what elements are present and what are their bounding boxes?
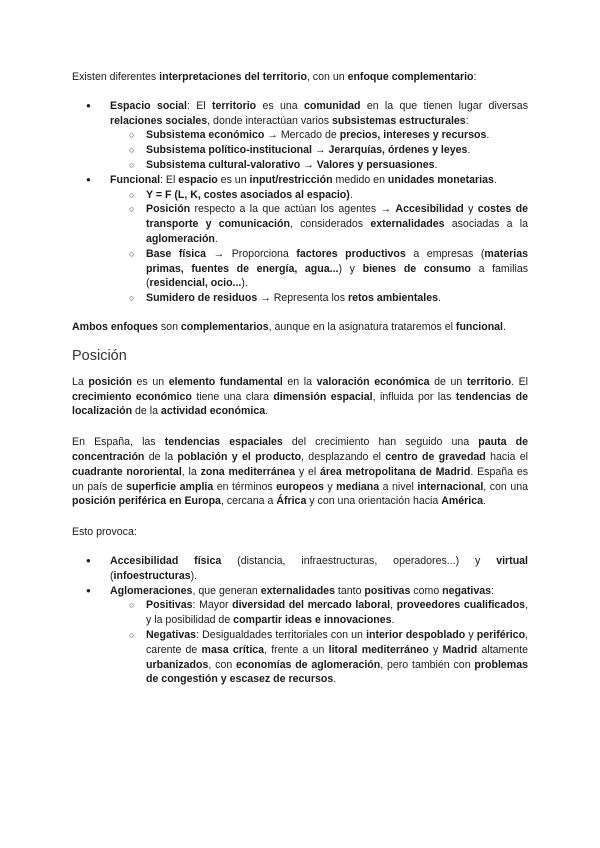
bold-text: superficie amplia: [126, 480, 214, 493]
bold-text: crecimiento económico: [72, 390, 192, 403]
effects-list: [72, 554, 528, 687]
bold-text: actividad económica: [160, 405, 266, 418]
bold-text: externalidades: [370, 218, 445, 231]
bold-text: África: [276, 495, 307, 508]
bold-text: Positivas: [146, 599, 193, 612]
bold-text: precios, intereses y recursos: [339, 129, 487, 142]
bold-text: Madrid: [442, 643, 478, 656]
bold-text: posición periférica en Europa: [72, 495, 221, 508]
text: a familias (: [146, 262, 529, 290]
bold-text: territorio: [212, 99, 257, 112]
text: a nivel: [379, 480, 418, 493]
text: La: [72, 375, 89, 388]
text: : El: [186, 99, 212, 112]
list-item-base-fisica: [110, 247, 528, 291]
bold-text: interior despoblado: [366, 628, 466, 641]
bold-text: diversidad del mercado laboral: [232, 599, 391, 612]
text: .: [265, 405, 269, 418]
bold-text: Subsistema político-institucional → Jerarquías, órdenes y leyes: [146, 144, 468, 157]
bold-text: factores productivos: [296, 247, 406, 260]
list-item-aglomeraciones: [72, 584, 528, 688]
bold-text: periférico: [476, 628, 526, 641]
text: , con un: [306, 71, 348, 83]
text: , considerados: [289, 218, 371, 231]
text: son: [157, 320, 181, 333]
list-item-subsistema-economico: [110, 128, 528, 143]
text: : El: [160, 173, 179, 186]
list-item-accesibilidad: [72, 554, 528, 584]
bold-text: problemas de congestión y escasez de recursos: [146, 658, 528, 686]
list-item-positivas: [110, 598, 528, 628]
provoca-paragraph: Esto provoca:: [72, 526, 137, 539]
text: asociadas a la: [444, 218, 528, 231]
text: , que generan: [192, 584, 261, 597]
text: es un: [131, 375, 169, 388]
bold-text: territorio: [466, 375, 512, 388]
bold-text: compartir ideas e innovaciones: [233, 614, 392, 627]
bold-text: comunidad: [303, 99, 361, 112]
text: :: [491, 584, 494, 597]
text: → Mercado de: [264, 129, 340, 142]
bold-text: Espacio social: [110, 99, 187, 112]
text: .: [483, 495, 486, 508]
bold-text: elemento fundamental: [168, 375, 283, 388]
text: y con una orientación hacia: [306, 495, 442, 508]
text: → Representa los: [257, 292, 348, 305]
text: .: [467, 144, 471, 157]
text: ).: [190, 569, 198, 582]
bold-text: Base física: [146, 247, 206, 260]
list-item-sumidero: [110, 291, 528, 306]
bold-text: subsistemas estructurales: [332, 114, 466, 127]
text: , frente a un: [264, 643, 329, 656]
text: es una: [256, 99, 304, 112]
bold-text: Accesibilidad física: [110, 554, 222, 567]
text: , donde interactúan varios: [207, 114, 333, 127]
text: a empresas (: [405, 247, 485, 260]
bold-text: dimensión espacial: [273, 390, 373, 403]
bold-text: virtual: [496, 554, 528, 567]
text: En España, las: [72, 436, 165, 449]
bold-text: interpretaciones del territorio: [159, 71, 307, 83]
bold-text: Subsistema económico: [146, 129, 265, 142]
bold-text: zona mediterránea: [200, 465, 296, 478]
text: y: [323, 480, 337, 493]
posicion-paragraph-1: [72, 375, 528, 419]
text: medido en: [332, 173, 388, 186]
bold-text: Funcional: [110, 173, 161, 186]
text: ) y: [338, 262, 363, 275]
bold-text: cuadrante nororiental: [72, 465, 182, 478]
text: .: [214, 232, 218, 245]
text: de un: [429, 375, 467, 388]
text: .: [493, 173, 497, 186]
bold-text: mediana: [336, 480, 380, 493]
externalities-list: [110, 598, 528, 687]
text: , pero también con: [380, 658, 475, 671]
bold-text: tendencias espaciales: [164, 436, 283, 449]
bold-text: residencial, ocio...: [149, 277, 242, 290]
text: , carente de: [146, 628, 528, 656]
text: , aunque en la asignatura trataremos el: [268, 320, 456, 333]
list-item-equation: [110, 188, 528, 203]
funcional-sublist: [110, 188, 528, 306]
list-item-funcional: [72, 173, 528, 306]
text: tiene una clara: [191, 390, 274, 403]
text: , con: [208, 658, 237, 671]
bold-text: infoestructuras: [113, 569, 191, 582]
bold-text: complementarios: [180, 320, 269, 333]
text: , y la posibilidad de: [146, 599, 529, 627]
bold-text: pauta de concentración: [72, 436, 528, 463]
bold-text: retos ambientales: [347, 292, 439, 305]
ambos-paragraph: [72, 320, 528, 335]
text: , la: [181, 465, 201, 478]
text: altamente: [477, 643, 528, 656]
text: como: [410, 584, 443, 597]
bold-text: europeos: [276, 480, 324, 493]
bold-text: bienes de consumo: [362, 262, 471, 275]
bold-text: tendencias de localización: [72, 390, 528, 418]
subsystems-list: [110, 128, 528, 172]
bold-text: enfoque complementario: [347, 71, 474, 83]
bold-text: litoral mediterráneo: [328, 643, 429, 656]
list-item-espacio-social: [72, 99, 528, 173]
text: , influida por las: [372, 390, 456, 403]
bold-text: valoración económica: [316, 375, 430, 388]
text: ).: [241, 277, 248, 290]
bold-text: Ambos enfoques: [72, 320, 158, 333]
bold-text: Sumidero de residuos: [146, 292, 258, 305]
bold-text: Accesibilidad: [395, 203, 464, 216]
text: .: [391, 614, 395, 627]
bold-text: Aglomeraciones: [110, 584, 193, 597]
list-item-subsistema-cultural: [110, 158, 528, 173]
text: (: [110, 569, 114, 582]
intro-paragraph: [72, 70, 528, 85]
text: respecto a la que actúan los agentes →: [190, 203, 396, 216]
text: → Proporciona: [205, 247, 297, 260]
text: .: [333, 673, 337, 686]
text: : Mayor: [192, 599, 233, 612]
bold-text: relaciones sociales: [110, 114, 208, 127]
list-item-negativas: [110, 628, 528, 687]
text: en términos: [213, 480, 277, 493]
list-item-subsistema-politico: [110, 143, 528, 158]
text: y: [428, 643, 443, 656]
bold-text: unidades monetarias: [387, 173, 494, 186]
text: .: [503, 320, 506, 333]
text: en la que tienen lugar diversas: [360, 99, 528, 112]
text: :: [473, 71, 477, 83]
bold-text: funcional: [455, 320, 504, 333]
bold-text: población y el producto: [177, 450, 302, 463]
posicion-paragraph-2: [72, 435, 528, 509]
bold-text: Subsistema cultural-valorativo → Valores y persuasiones: [146, 158, 435, 171]
bold-text: posición: [88, 375, 132, 388]
text: .: [486, 129, 490, 142]
bold-text: externalidades: [260, 584, 335, 597]
bold-text: economías de aglomeración: [236, 658, 381, 671]
text: es un: [217, 173, 250, 186]
text: , cercana a: [220, 495, 277, 508]
bold-text: centro de gravedad: [385, 450, 486, 463]
text: y el: [295, 465, 320, 478]
text: ,: [390, 599, 397, 612]
text: y: [465, 628, 477, 641]
text: de la: [132, 405, 161, 418]
text: , desplazando el: [301, 450, 386, 463]
text: . España es un país de: [72, 465, 529, 493]
text: Existen diferentes: [72, 71, 160, 83]
text: :: [465, 114, 469, 127]
text: (distancia, infraestructuras, operadores...) y: [221, 554, 497, 567]
text: : Desigualdades territoriales con un: [196, 628, 367, 641]
equation-text: Y = F (L, K, costes asociados al espacio): [146, 188, 350, 201]
section-heading: Posición: [72, 347, 127, 364]
text: .: [438, 292, 441, 305]
bold-text: urbanizados: [146, 658, 209, 671]
text: y: [463, 203, 478, 216]
bold-text: área metropolitana de Madrid: [320, 465, 471, 478]
bold-text: Negativas: [146, 628, 197, 641]
bold-text: proveedores cualificados: [396, 599, 526, 612]
text: , con una: [483, 480, 528, 493]
bold-text: América: [441, 495, 484, 508]
bold-text: positivas: [364, 584, 411, 597]
text: de la: [144, 450, 178, 463]
bold-text: costes de transporte y comunicación: [146, 203, 529, 231]
bold-text: masa crítica: [201, 643, 265, 656]
text: .: [349, 188, 353, 201]
interpretations-list: [72, 99, 528, 306]
bold-text: materias primas, fuentes de energía, agua...: [146, 247, 529, 275]
bold-text: espacio: [178, 173, 218, 186]
bold-text: negativas: [442, 584, 492, 597]
bold-text: input/restricción: [249, 173, 333, 186]
text: del crecimiento han seguido una: [282, 436, 479, 449]
bold-text: internacional: [417, 480, 484, 493]
text: en la: [282, 375, 317, 388]
text: .: [434, 158, 438, 171]
bold-text: aglomeración: [146, 232, 215, 245]
list-item-posicion: [110, 202, 528, 246]
bold-text: Posición: [146, 203, 191, 216]
text: tanto: [334, 584, 365, 597]
text: . El: [511, 375, 529, 388]
text: hacia el: [485, 450, 529, 463]
